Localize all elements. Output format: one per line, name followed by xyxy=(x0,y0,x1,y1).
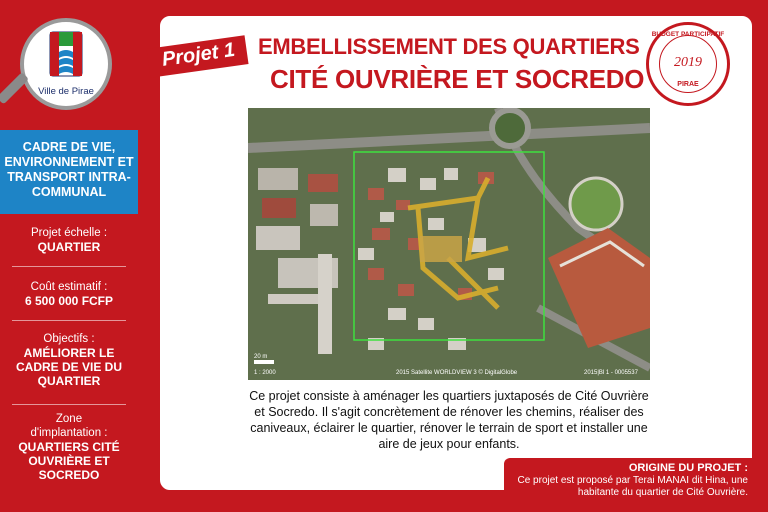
city-logo xyxy=(20,18,112,110)
zone-block xyxy=(0,412,138,482)
zone-label: Zone d'implantation : xyxy=(30,413,108,439)
zone-value: QUARTIERS CITÉ OUVRIÈRE ET SOCREDO xyxy=(18,440,120,482)
project-number-tag: Projet 1 xyxy=(146,35,248,78)
badge-year: 2019 xyxy=(674,55,702,70)
origin-box xyxy=(504,458,758,500)
map-credit: 2015 Satellite WORLDVIEW 3 © DigitalGlobe xyxy=(396,370,518,376)
map-scale-label: 20 m xyxy=(254,354,268,360)
page-title-line2: CITÉ OUVRIÈRE ET SOCREDO xyxy=(270,64,645,94)
category-box: CADRE DE VIE, ENVIRONNEMENT ET TRANSPORT INTRA-COMMUNAL xyxy=(0,130,138,214)
echelle-block xyxy=(0,226,138,254)
objectifs-block xyxy=(0,332,138,388)
satellite-map xyxy=(248,108,650,380)
sidebar xyxy=(0,0,160,512)
cout-label: Coût estimatif : xyxy=(30,281,108,293)
divider xyxy=(12,266,126,267)
cout-value: 6 500 000 FCFP xyxy=(24,294,114,308)
cout-block xyxy=(0,280,138,308)
badge-top-text: BUDGET PARTICIPATIF xyxy=(651,31,725,38)
budget-participatif-badge xyxy=(646,22,730,106)
origin-heading: ORIGINE DU PROJET : xyxy=(628,462,748,474)
echelle-label: Projet échelle : xyxy=(30,227,108,239)
divider xyxy=(12,404,126,405)
badge-bottom-text: PIRAE xyxy=(677,81,699,88)
page-title-line1: EMBELLISSEMENT DES QUARTIERS xyxy=(258,34,640,59)
echelle-value: QUARTIER xyxy=(37,240,101,254)
map-corner-code: 2015|Bl 1 - 0005537 xyxy=(584,370,638,376)
project-description: Ce projet consiste à aménager les quartiers juxtaposés de Cité Ouvrière et Socredo. Il s'agit concrètement de rénover les chemins, réaliser des caniveaux, éclairer le quartier, rénover le terrain de sport et installer une aire de jeux pour enfants. xyxy=(249,389,649,451)
map-scale-ratio: 1 : 2000 xyxy=(254,370,276,376)
aerial-view-image xyxy=(248,108,650,380)
city-logo-text: Ville de Pirae xyxy=(38,86,94,97)
objectifs-value: AMÉLIORER LE CADRE DE VIE DU QUARTIER xyxy=(15,346,122,388)
divider xyxy=(12,320,126,321)
objectifs-label: Objectifs : xyxy=(43,333,95,345)
origin-body: Ce projet est proposé par Terai MANAI dit Hina, une habitante du quartier de Cité Ouvrière. xyxy=(517,475,748,498)
